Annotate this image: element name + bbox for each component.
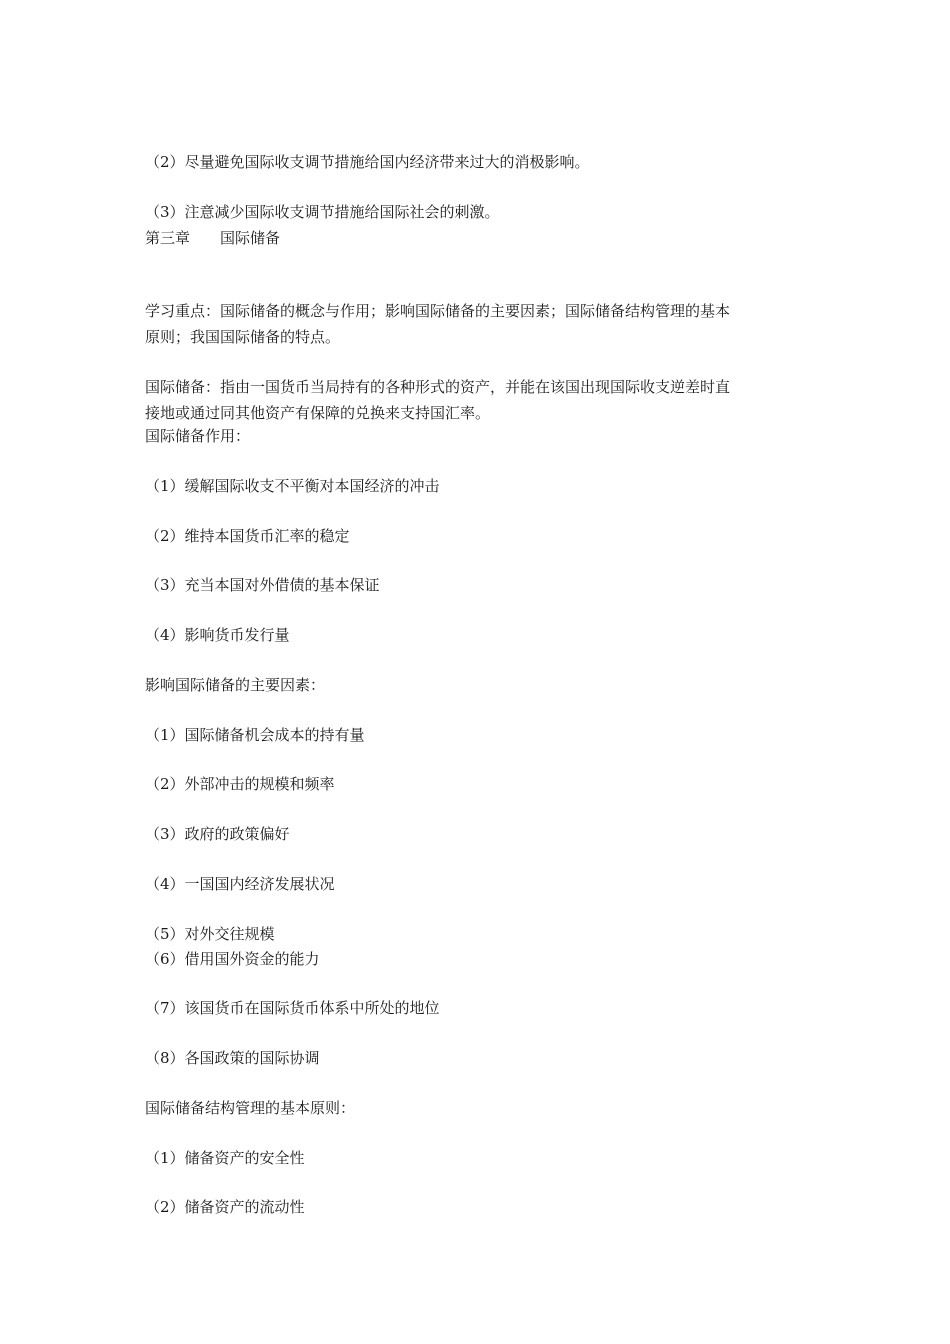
- text-line: 原则；我国国际储备的特点。: [145, 328, 341, 346]
- text-line: 国际储备：指由一国货币当局持有的各种形式的资产，并能在该国出现国际收支逆差时直: [145, 378, 731, 396]
- text-line: （2）尽量避免国际收支调节措施给国内经济带来过大的消极影响。: [145, 153, 590, 171]
- list-item: （6）借用国外资金的能力: [145, 950, 320, 968]
- list-item: （3）充当本国对外借债的基本保证: [145, 576, 380, 594]
- list-item: （1）储备资产的安全性: [145, 1149, 305, 1167]
- list-item: （3）政府的政策偏好: [145, 825, 290, 843]
- list-item: （1）国际储备机会成本的持有量: [145, 726, 365, 744]
- list-item: （5）对外交往规模: [145, 925, 275, 943]
- text-line: （3）注意减少国际收支调节措施给国际社会的刺激。: [145, 203, 500, 221]
- list-item: （8）各国政策的国际协调: [145, 1049, 320, 1067]
- list-item: （1）缓解国际收支不平衡对本国经济的冲击: [145, 477, 440, 495]
- list-item: （2）外部冲击的规模和频率: [145, 775, 335, 793]
- list-item: （2）维持本国货币汇率的稳定: [145, 527, 350, 545]
- section-heading: 国际储备结构管理的基本原则：: [145, 1099, 356, 1117]
- list-item: （7）该国货币在国际货币体系中所处的地位: [145, 999, 440, 1017]
- text-line: 接地或通过同其他资产有保障的兑换来支持国汇率。: [145, 404, 491, 422]
- section-heading: 影响国际储备的主要因素：: [145, 676, 326, 694]
- chapter-heading: 第三章 国际储备: [145, 229, 281, 247]
- list-item: （2）储备资产的流动性: [145, 1198, 305, 1216]
- list-item: （4）一国国内经济发展状况: [145, 875, 335, 893]
- text-line: 学习重点：国际储备的概念与作用；影响国际储备的主要因素；国际储备结构管理的基本: [145, 302, 731, 320]
- section-heading: 国际储备作用：: [145, 427, 251, 445]
- list-item: （4）影响货币发行量: [145, 626, 290, 644]
